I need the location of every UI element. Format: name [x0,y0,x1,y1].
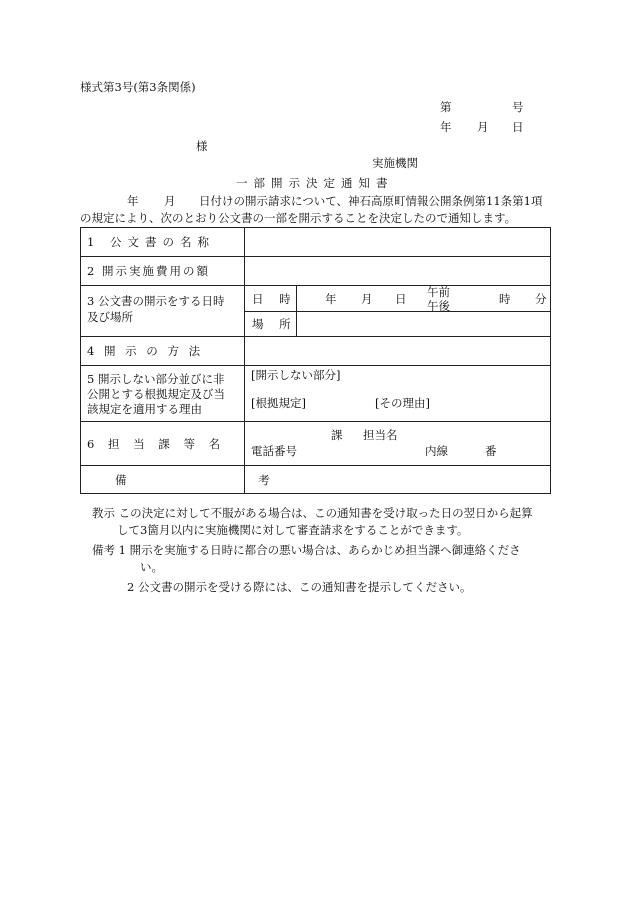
issuer-name: 実施機関 [372,156,418,170]
document-title: 一部開示決定通知書 [236,176,394,190]
number-go: 号 [512,100,524,114]
date-month: 月 [477,120,489,134]
row-datetime-place-label: 3 公文書の開示をする日時 及び場所 [81,286,245,337]
place-value [297,312,551,337]
row-nondisclosure-label: 5 開示しない部分並びに非 公開とする根拠規定及び当 該規定を適用する理由 [81,366,245,422]
number-dai: 第 [440,100,452,114]
intro-line-2: の規定により、次のとおり公文書の一部を開示することを決定したので通知します。 [80,211,517,225]
remark-1-cont: い。 [140,560,163,574]
reason-label: [その理由] [375,396,430,410]
row-remarks-label: 備 考 [81,466,245,494]
instruction-line-1: 教示 この決定に対して不服がある場合は、この通知書を受け取った日の翌日から起算 [92,506,533,520]
remark-1: 備考 1 開示を実施する日時に都合の悪い場合は、あらかじめ担当課へ御連絡くださ [92,543,521,557]
intro-month: 月 [164,194,176,208]
form-number: 様式第3号(第3条関係) [80,80,196,94]
row-contact-value: 課 担当名 電話番号 内線 番 [245,422,551,466]
disclosure-form-table [80,227,551,494]
intro-line-1: 日付けの開示請求について、神石高原町情報公開条例第11条第1項 [199,194,543,208]
addressee-honorific: 様 [196,139,208,153]
row-nondisclosure-value [245,366,551,422]
datetime-label: 日 時 [245,286,297,312]
row-contact-label: 6 担 当 課 等 名 [81,422,245,466]
row-fee-label: 2 開示実施費用の額 [81,257,245,286]
intro-year: 年 [127,194,139,208]
remark-2: 2 公文書の開示を受ける際には、この通知書を提示してください。 [127,580,472,594]
row-fee-value [245,257,551,286]
nondisclosed-part-label: [開示しない部分] [251,368,341,382]
place-label: 場 所 [245,312,297,337]
date-year: 年 [440,120,452,134]
datetime-value: 年 月 日 午前 午後 時 分 [297,286,551,312]
row-document-name-label: 1 公文書の名称 [81,228,245,257]
row-document-name-value [245,228,551,257]
date-day: 日 [512,120,524,134]
row-remarks-value [245,466,551,494]
row-method-label: 4 開 示 の 方 法 [81,337,245,366]
instruction-line-2: して3箇月以内に実施機関に対して審査請求をすることができます。 [117,523,469,537]
row-method-value [245,337,551,366]
basis-label: [根拠規定] [251,396,306,410]
